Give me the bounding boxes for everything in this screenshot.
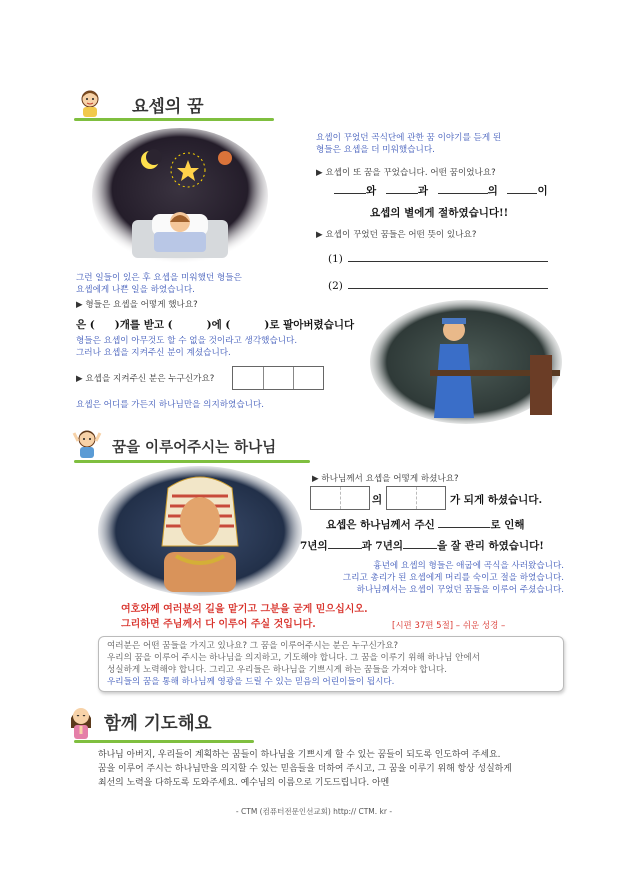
- answer-blank-1[interactable]: [348, 251, 548, 262]
- section1-intro-2: 형들은 요셉을 더 미워했습니다.: [316, 145, 435, 155]
- section1-question-3: ▶ 형들은 요셉을 어떻게 했나요?: [76, 300, 198, 310]
- section1-title: 요셉의 꿈: [132, 97, 204, 117]
- brothers-text-2: 요셉에게 나쁜 일을 하였습니다.: [76, 285, 195, 295]
- section2-blue-3: 하나님께서는 요셉이 꾸었던 꿈들을 이루어 주셨습니다.: [356, 585, 564, 595]
- prayer-line-2: 꿈을 이루어 주시는 하나님만을 의지할 수 있는 믿음들을 더하여 주시고, 그 꿈을 이루기 위해 항상 성실하게: [98, 764, 512, 774]
- blue-text-2a: 형들은 요셉이 아무것도 할 수 없을 것이라고 생각했습니다.: [76, 336, 298, 346]
- answer-label-2: (2): [328, 280, 343, 292]
- prayer-line-1: 하나님 아버지, 우리들이 계획하는 꿈들이 하나님을 기쁘시게 할 수 있는 꿈들이 되도록 인도하여 주세요.: [98, 750, 501, 760]
- fill-blank[interactable]: [438, 183, 488, 194]
- section2-title: 꿈을 이루어주시는 하나님: [112, 440, 277, 456]
- blue-text-3: 요셉은 어디를 가든지 하나님만을 의지하였습니다.: [76, 400, 264, 410]
- answer-boxes-position[interactable]: [386, 486, 446, 510]
- brothers-text-1: 그런 일들이 있은 후 요셉을 미워했던 형들은: [76, 273, 242, 283]
- sold-part: 은 (: [76, 319, 95, 331]
- wisdom-post: 로 인해: [490, 519, 525, 531]
- section1-character-icon: [74, 86, 106, 118]
- section1-question-1: ▶ 요셉이 또 꿈을 꾸었습니다. 어떤 꿈이었나요?: [316, 168, 496, 178]
- verse-line-2: 그리하면 주님께서 다 이루어 주실 것입니다.: [121, 619, 316, 630]
- answer-line-1: [328, 247, 548, 266]
- wisdom-pre: 요셉은 하나님께서 주신: [326, 519, 435, 531]
- fill-blank[interactable]: [328, 538, 362, 549]
- sold-part: )로 팔아버렸습니다: [264, 319, 355, 331]
- prayer-line-3: 최선의 노력을 다하도록 도와주세요. 예수님의 이름으로 기도드립니다. 아멘: [98, 778, 390, 788]
- section2-blue-1: 흉년에 요셉의 형들은 애굽에 곡식을 사러왔습니다.: [373, 561, 564, 571]
- reflection-box: [98, 636, 564, 692]
- star-dream-line-2: 요셉의 별에게 절하였습니다!!: [370, 207, 509, 219]
- fill-word: 의: [487, 185, 498, 197]
- answer-label-1: (1): [328, 253, 343, 265]
- fill-blank[interactable]: [403, 538, 437, 549]
- years-part: 7년의: [300, 540, 328, 552]
- years-part: 과 7년의: [361, 540, 403, 552]
- reflection-line-1: 여러분은 어떤 꿈들을 가지고 있나요? 그 꿈을 이루어주시는 분은 누구신가요?: [107, 641, 399, 651]
- section1-question-2: ▶ 요셉이 꾸었던 꿈들은 어떤 뜻이 있나요?: [316, 230, 477, 240]
- sold-part: )개를 받고 (: [114, 319, 173, 331]
- section2-question-1: ▶ 하나님께서 요셉을 어떻게 하셨나요?: [312, 474, 459, 484]
- star-dream-fill-line: [334, 183, 548, 198]
- dream-night-image: [92, 128, 268, 264]
- section2-character-icon: [72, 427, 102, 459]
- section3-divider: [74, 740, 254, 743]
- reflection-line-2: 우리의 꿈을 이루어 주시는 하나님을 의지하고, 기도해야 합니다. 그 꿈을 이루기 위해 하나님 안에서: [107, 653, 481, 663]
- sold-fill-line: [76, 317, 354, 332]
- fill-blank[interactable]: [507, 183, 537, 194]
- wisdom-fill-line: [326, 517, 525, 532]
- fill-line-became: 가 되게 하셨습니다.: [450, 494, 543, 506]
- answer-blank-2[interactable]: [348, 278, 548, 289]
- reflection-line-3: 성실하게 노력해야 합니다. 그리고 우리들은 하나님을 기쁘시게 하는 꿈들을 가져야 합니다.: [107, 665, 447, 675]
- fill-word: 와: [366, 185, 377, 197]
- fill-blank[interactable]: [386, 183, 418, 194]
- fill-word: 이: [537, 185, 548, 197]
- joseph-governor-image: [98, 466, 302, 596]
- footer: - CTM (컴퓨터전문인선교회) http:// CTM. kr -: [235, 807, 393, 816]
- answer-boxes-country[interactable]: [310, 486, 370, 510]
- answer-boxes-who[interactable]: [232, 366, 324, 390]
- section1-divider: [74, 118, 274, 121]
- fill-blank[interactable]: [438, 517, 490, 528]
- answer-line-2: [328, 274, 548, 293]
- years-part: 을 잘 관리 하였습니다!: [436, 540, 544, 552]
- section2-divider: [74, 460, 310, 463]
- praying-girl-icon: [66, 702, 96, 740]
- section1-question-4: ▶ 요셉을 지켜주신 분은 누구신가요?: [76, 374, 215, 384]
- fill-word: 과: [417, 185, 428, 197]
- fill-word-of: 의: [372, 494, 383, 506]
- verse-line-1: 여호와께 여러분의 길을 맡기고 그분을 굳게 믿으십시오.: [121, 604, 368, 615]
- verse-reference: [시편 37편 5절] – 쉬운 성경 –: [392, 621, 506, 631]
- section2-blue-2: 그리고 총리가 된 요셉에게 머리를 숙이고 절을 하였습니다.: [342, 573, 564, 583]
- sold-part: )에 (: [206, 319, 231, 331]
- section3-title: 함께 기도해요: [104, 714, 212, 734]
- blue-text-2b: 그러나 요셉을 지켜주신 분이 계셨습니다.: [76, 348, 231, 358]
- years-fill-line: [300, 538, 544, 553]
- reflection-line-4: 우리들의 꿈을 통해 하나님께 영광을 드릴 수 있는 믿음의 어린이들이 됩시다.: [107, 677, 395, 687]
- fill-blank[interactable]: [334, 183, 366, 194]
- joseph-rope-image: [370, 300, 562, 424]
- section1-intro-1: 요셉이 꾸었던 곡식단에 관한 꿈 이야기를 듣게 된: [316, 133, 502, 143]
